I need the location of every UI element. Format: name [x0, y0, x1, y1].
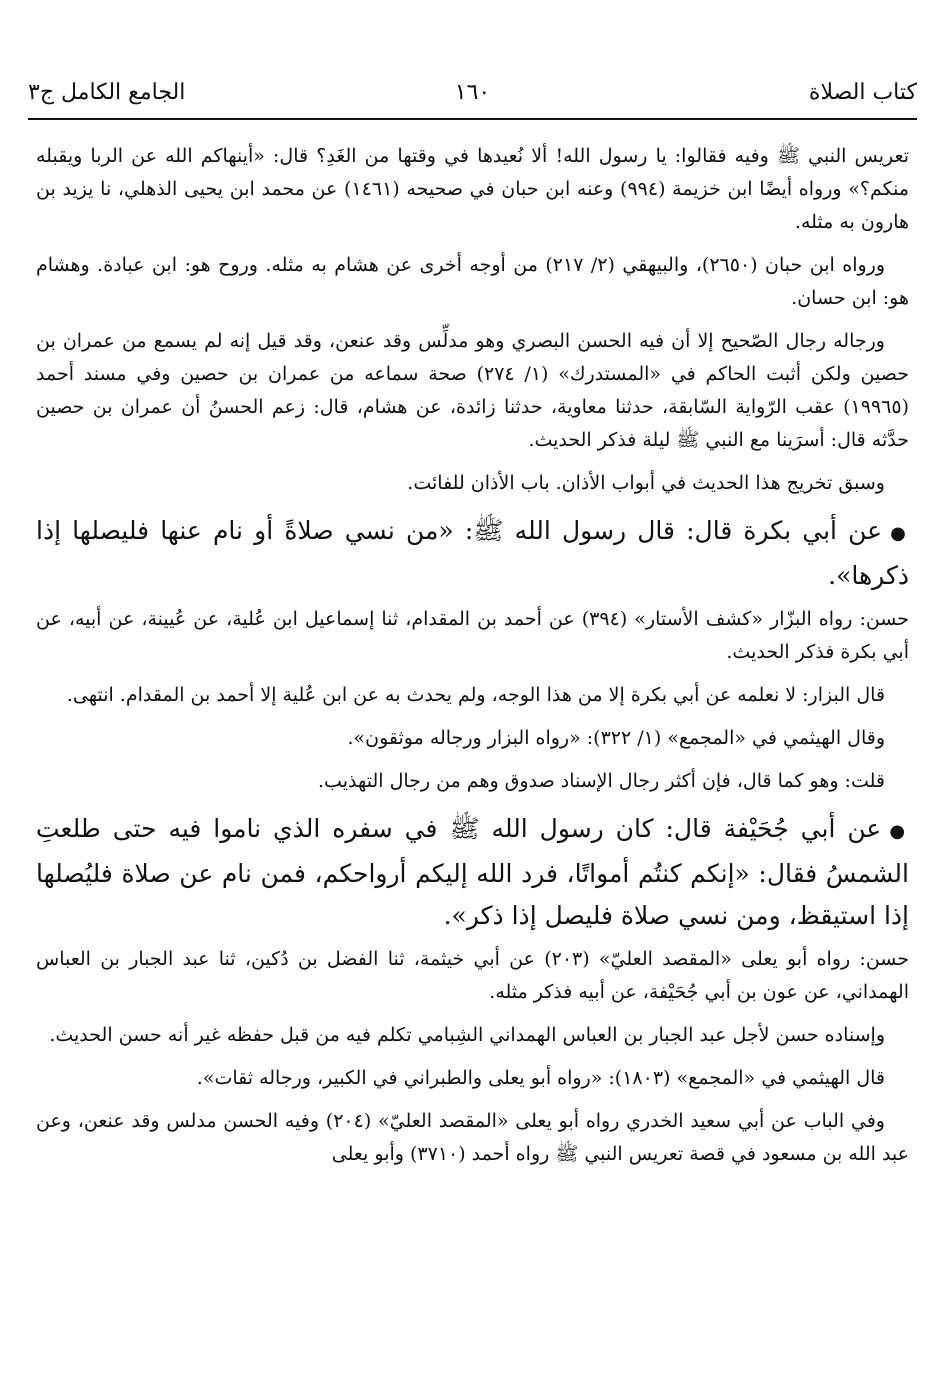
hadith-text: عن أبي جُحَيْفة قال: كان رسول الله ﷺ في سفره الذي ناموا فيه حتى طلعتِ الشمسُ فقال: «إنكم كنتُم أمواتًا، فرد الله إليكم أرواحكم، فمن نام عن صلاة فليُصلها إذا استيقظ، ومن نسي صلاة فليصل إذا ذكر».: [36, 814, 909, 930]
text-paragraph: ورجاله رجال الصّحيح إلا أن فيه الحسن البصري وهو مدلِّس وقد عنعن، وقد قيل إنه لم يسمع من عمران بن حصين ولكن أثبت الحاكم في «المستدرك» (١/ ٢٧٤) صحة سماعه من عمران بن حصين وفي مسند أحمد (١٩٩٦٥) عقب الرّواية السّابقة، حدثنا معاوية، حدثنا زائدة، عن هشام، قال: زعم الحسنُ أن عمران بن حصين حدَّثه قال: أسرَينا مع النبي ﷺ ليلة فذكر الحديث.: [36, 330, 909, 451]
text-paragraph: قلت: وهو كما قال، فإن أكثر رجال الإسناد صدوق وهم من رجال التهذيب.: [318, 770, 885, 792]
hadith-text: عن أبي بكرة قال: قال رسول الله ﷺ: «من نسي صلاةً أو نام عنها فليصلها إذا ذكرها».: [36, 516, 909, 590]
chapter-title: كتاب الصلاة: [808, 79, 917, 105]
text-paragraph: وإسناده حسن لأجل عبد الجبار بن العباس الهمداني الشِبامي تكلم فيه من قبل حفظه غير أنه حسن الحديث.: [49, 1024, 885, 1046]
hadith-paragraph: [36, 808, 909, 937]
text-paragraph: قال البزار: لا نعلمه عن أبي بكرة إلا من هذا الوجه، ولم يحدث به عن ابن عُلية إلا أحمد بن المقدام. انتهى.: [66, 684, 885, 706]
page-number: ١٦٠: [454, 79, 491, 105]
book-title: الجامع الكامل ج٣: [28, 79, 186, 105]
text-paragraph: ورواه ابن حبان (٢٦٥٠)، والبيهقي (٢/ ٢١٧) من أوجه أخرى عن هشام به مثله. وروح هو: ابن عبادة. وهشام هو: ابن حسان.: [36, 254, 909, 309]
text-paragraph: قال الهيثمي في «المجمع» (١٨٠٣): «رواه أبو يعلى والطبراني في الكبير، ورجاله ثقات».: [196, 1067, 885, 1089]
header-rule: [28, 118, 917, 120]
bullet-icon: ●: [890, 523, 909, 544]
text-paragraph: حسن: رواه البزّار «كشف الأستار» (٣٩٤) عن أحمد بن المقدام، ثنا إسماعيل ابن عُلية، عن عُيينة، عن أبيه، عن أبي بكرة فذكر الحديث.: [36, 608, 910, 663]
page-body: [36, 140, 909, 1181]
text-paragraph: وفي الباب عن أبي سعيد الخدري رواه أبو يعلى «المقصد العليّ» (٢٠٤) وفيه الحسن مدلس وقد عنعن، وعن عبد الله بن مسعود في قصة تعريس النبي ﷺ رواه أحمد (٣٧١٠) وأبو يعلى: [36, 1110, 909, 1165]
bullet-icon: ●: [889, 821, 909, 842]
text-paragraph: حسن: رواه أبو يعلى «المقصد العليّ» (٢٠٣) عن أبي خيثمة، ثنا الفضل بن دُكين، ثنا عبد الجبار بن العباس الهمداني، عن عون بن أبي جُحَيْفة، عن أبيه فذكر مثله.: [36, 948, 909, 1003]
text-paragraph: وقال الهيثمي في «المجمع» (١/ ٣٢٢): «رواه البزار ورجاله موثقون».: [347, 727, 885, 749]
page-header: [28, 72, 917, 112]
text-paragraph: وسبق تخريج هذا الحديث في أبواب الأذان. باب الأذان للفائت.: [407, 472, 885, 494]
text-paragraph: تعريس النبي ﷺ وفيه فقالوا: يا رسول الله! ألا نُعيدها في وقتها من الغَدِ؟ قال: «أينهاكم الله عن الربا ويقبله منكم؟» ورواه أيضًا ابن خزيمة (٩٩٤) وعنه ابن حبان في صحيحه (١٤٦١) عن محمد ابن يحيى الذهلي، نا يزيد بن هارون به مثله.: [36, 145, 910, 233]
hadith-paragraph: [36, 510, 909, 597]
